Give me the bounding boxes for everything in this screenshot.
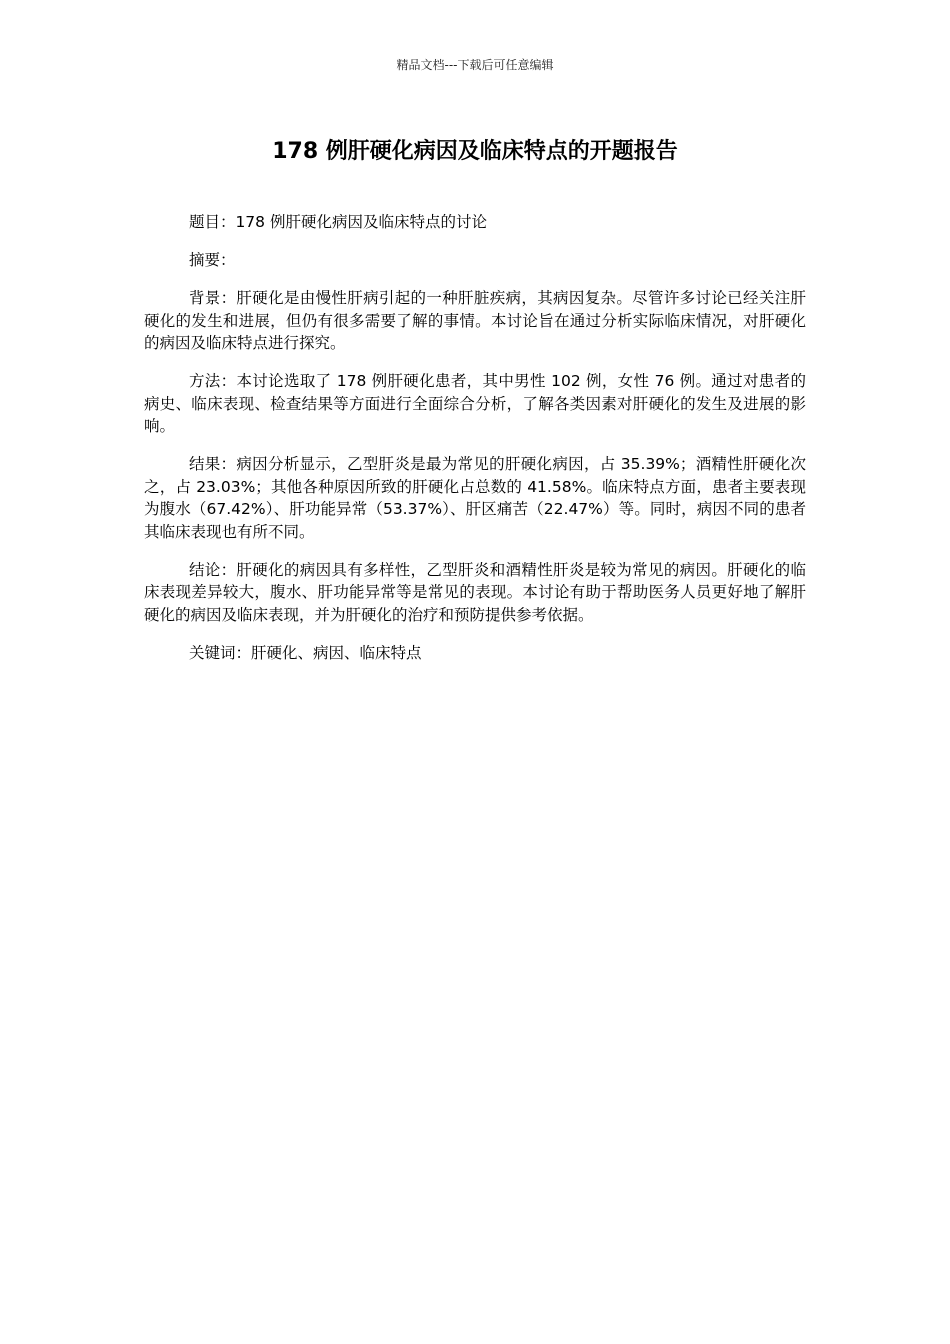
results-paragraph: 结果：病因分析显示，乙型肝炎是最为常见的肝硬化病因，占 35.39%；酒精性肝硬化次之，占 23.03%；其他各种原因所致的肝硬化占总数的 41.58%。临床特点方面，患者主要表现为腹水（67.42%）、肝功能异常（53.37%）、肝区痛苦（22.47%）等。同时，病因不同的患者其临床表现也有所不同。: [144, 455, 806, 541]
document-title: 178 例肝硬化病因及临床特点的开题报告: [272, 139, 678, 164]
methods-paragraph: 方法：本讨论选取了 178 例肝硬化患者，其中男性 102 例，女性 76 例。通过对患者的病史、临床表现、检查结果等方面进行全面综合分析，了解各类因素对肝硬化的发生及进展的影响。: [144, 372, 806, 435]
conclusion-paragraph: 结论：肝硬化的病因具有多样性，乙型肝炎和酒精性肝炎是较为常见的病因。肝硬化的临床表现差异较大，腹水、肝功能异常等是常见的表现。本讨论有助于帮助医务人员更好地了解肝硬化的病因及临床表现，并为肝硬化的治疗和预防提供参考依据。: [144, 560, 806, 624]
background-paragraph: 背景：肝硬化是由慢性肝病引起的一种肝脏疾病，其病因复杂。尽管许多讨论已经关注肝硬化的发生和进展，但仍有很多需要了解的事情。本讨论旨在通过分析实际临床情况，对肝硬化的病因及临床特点进行探究。: [144, 289, 806, 352]
document-body: [144, 211, 806, 680]
topic-paragraph: 题目：178 例肝硬化病因及临床特点的讨论: [188, 213, 487, 231]
abstract-label: 摘要：: [188, 251, 236, 269]
header-note: 精品文档---下载后可任意编辑: [396, 58, 554, 72]
keywords-paragraph: 关键词：肝硬化、病因、临床特点: [188, 643, 422, 662]
